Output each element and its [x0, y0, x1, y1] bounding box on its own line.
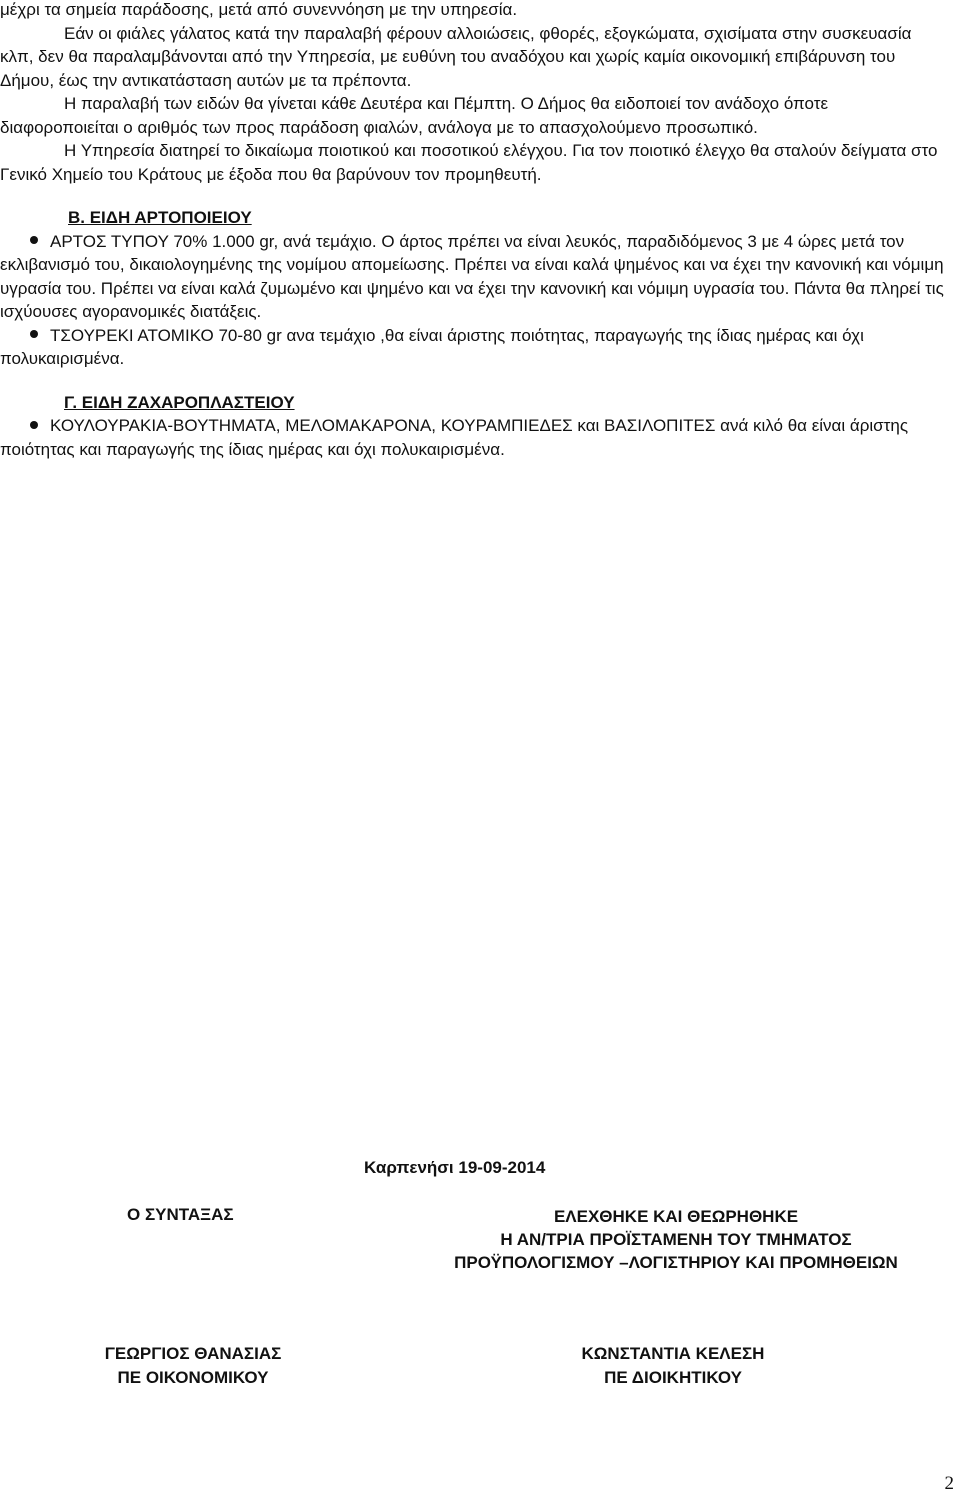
- list-item-bread: [0, 230, 946, 324]
- bullet-icon: [30, 421, 38, 429]
- bullet-icon: [30, 236, 38, 244]
- document-body: [0, 0, 946, 461]
- left-signatory-title: ΠΕ ΟΙΚΟΝΟΜΙΚΟΥ: [117, 1368, 269, 1387]
- list-item-tsoureki: [0, 324, 946, 371]
- right-signatory: [538, 1342, 808, 1390]
- paragraph-quality-control: Η Υπηρεσία διατηρεί το δικαίωμα ποιοτικού και ποσοτικού ελέγχου. Για τον ποιοτικό έλεγχο θα σταλούν δείγματα στο Γενικό Χημείο του Κράτους με έξοδα που θα βαρύνουν τον προμηθευτή.: [0, 141, 938, 184]
- left-signatory-name: ΓΕΩΡΓΙΟΣ ΘΑΝΑΣΙΑΣ: [104, 1344, 282, 1363]
- right-signatory-title: ΠΕ ΔΙΟΙΚΗΤΙΚΟΥ: [604, 1368, 742, 1387]
- paragraph-milk-bottles: Εάν οι φιάλες γάλατος κατά την παραλαβή φέρουν αλλοιώσεις, φθορές, εξογκώματα, σχισίματα στην συσκευασία κλπ, δεν θα παραλαμβάνονται από την Υπηρεσία, με ευθύνη του αναδόχου και χωρίς καμία οικονομική επιβάρυνση του Δήμου, έως την αντικατάσταση αυτών με τα πρέποντα.: [0, 23, 912, 90]
- right-signatory-name: ΚΩΝΣΤΑΝΤΙΑ ΚΕΛΕΣΗ: [581, 1344, 765, 1363]
- right-role-line-2: Η ΑΝ/ΤΡΙΑ ΠΡΟΪΣΤΑΜΕΝΗ ΤΟΥ ΤΜΗΜΑΤΟΣ: [500, 1230, 852, 1249]
- left-signatory-role: Ο ΣΥΝΤΑΞΑΣ: [127, 1205, 234, 1224]
- right-role-line-3: ΠΡΟΫΠΟΛΟΓΙΣΜΟΥ –ΛΟΓΙΣΤΗΡΙΟΥ ΚΑΙ ΠΡΟΜΗΘΕΙΩΝ: [454, 1253, 898, 1272]
- place-date: Καρπενήσι 19-09-2014: [364, 1158, 546, 1177]
- bullet-icon: [30, 330, 38, 338]
- list-item-pastry: [0, 414, 946, 461]
- list-item-pastry-text: ΚΟΥΛΟΥΡΑΚΙΑ-ΒΟΥΤΗΜΑΤΑ, ΜΕΛΟΜΑΚΑΡΟΝΑ, ΚΟΥΡΑΜΠΙΕΔΕΣ και ΒΑΣΙΛΟΠΙΤΕΣ ανά κιλό θα είναι άριστης ποιότητας και παραγωγής της ίδιας ημέρας και όχι πολυκαιρισμένα.: [0, 416, 909, 459]
- section-c-heading: Γ. ΕΙΔΗ ΖΑΧΑΡΟΠΛΑΣΤΕΙΟΥ: [64, 392, 295, 412]
- left-signatory: [58, 1342, 328, 1390]
- page-number: 2: [944, 1473, 954, 1494]
- spacer: [0, 371, 946, 391]
- right-signatory-role: [396, 1205, 956, 1274]
- section-b-heading: Β. ΕΙΔΗ ΑΡΤΟΠΟΙΕΙΟΥ: [68, 208, 252, 227]
- right-role-line-1: ΕΛΕΧΘΗΚΕ ΚΑΙ ΘΕΩΡΗΘΗΚΕ: [553, 1207, 799, 1226]
- paragraph-receipt-days: Η παραλαβή των ειδών θα γίνεται κάθε Δευτέρα και Πέμπτη. Ο Δήμος θα ειδοποιεί τον ανάδοχο όποτε διαφοροποιείται ο αριθμός των προς παράδοση φιαλών, ανάλογα με το απασχολούμενο προσωπικό.: [0, 94, 829, 137]
- paragraph-delivery-points: μέχρι τα σημεία παράδοσης, μετά από συνεννόηση με την υπηρεσία.: [0, 0, 518, 19]
- list-item-bread-text: ΑΡΤΟΣ ΤΥΠΟΥ 70% 1.000 gr, ανά τεμάχιο. Ο άρτος πρέπει να είναι λευκός, παραδιδόμενος 3 με 4 ώρες μετά τον εκλιβανισμό του, δικαιολογημένης της νομίμου απομείωσης. Πρέπει να είναι καλά ψημένος και να έχει την κανονική και νόμιμη υγρασία του. Πρέπει να είναι καλά ζυμωμένο και ψημένο και να έχει την κανονική και νόμιμη υγρασία του. Πάντα θα πληρεί τις ισχύουσες αγορανομικές διατάξεις.: [0, 231, 944, 321]
- spacer: [0, 186, 946, 206]
- list-item-tsoureki-text: ΤΣΟΥΡΕΚΙ ΑΤΟΜΙΚΟ 70-80 gr ανα τεμάχιο ,θα είναι άριστης ποιότητας, παραγωγής της ίδιας ημέρας και όχι πολυκαιρισμένα.: [0, 325, 864, 368]
